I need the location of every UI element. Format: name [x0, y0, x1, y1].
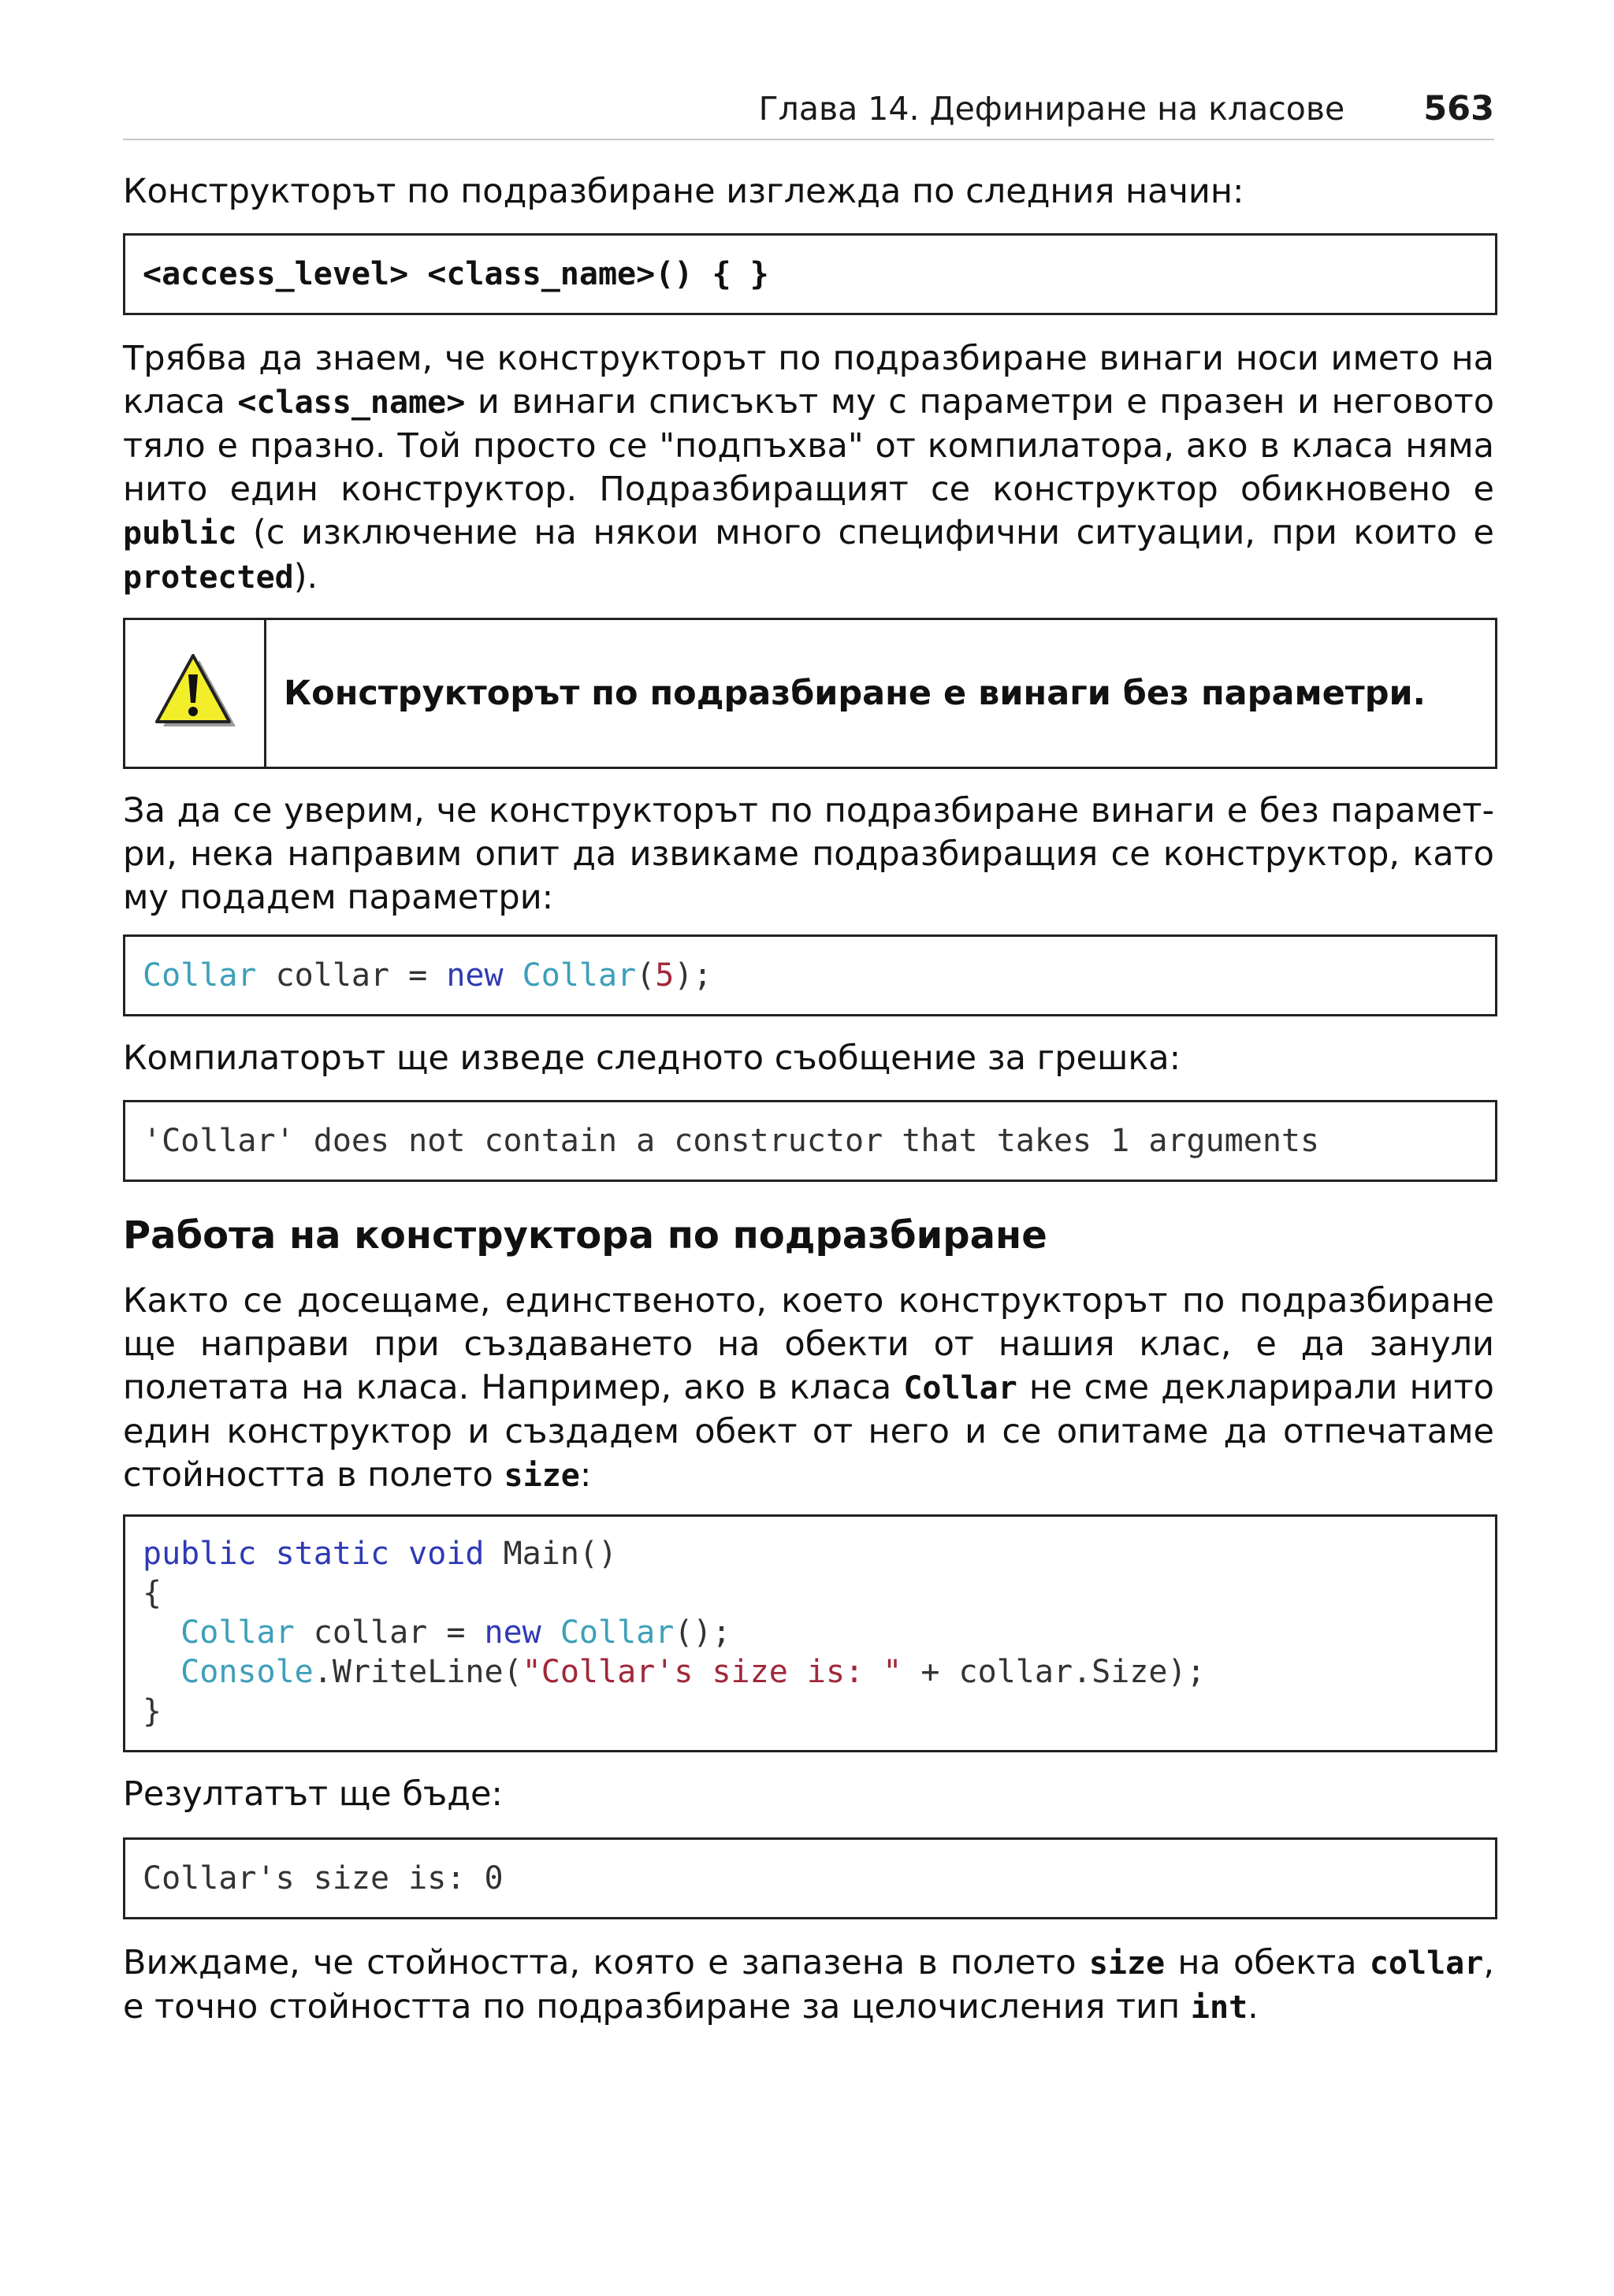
verify-paragraph: За да се уверим, че конструкторът по подразбиране винаги е без парамет-ри, нека направим опит да извикаме подразбиращия се конструктор, като му подадем параметри:: [123, 791, 1494, 917]
code-token: }: [143, 1693, 162, 1729]
program-output: Collar's size is: 0: [143, 1860, 504, 1897]
conclusion-paragraph: [123, 1941, 1494, 2030]
text-run: Трябва да знаем, че конструкторът по подразбиране винаги носи името на класа: [123, 339, 1494, 422]
section-heading: Работа на конструктора по подразбиране: [123, 1213, 1047, 1258]
code-line: [143, 1534, 1478, 1573]
default-work-paragraph: [123, 1280, 1494, 1498]
text-run: :: [579, 1455, 592, 1495]
code-token: collar =: [294, 1614, 485, 1651]
code-token: Console: [180, 1654, 314, 1690]
inline-code: size: [504, 1458, 580, 1494]
inline-code: collar: [1369, 1945, 1484, 1982]
code-block-syntax: [123, 233, 1497, 315]
code-line: [143, 1573, 1478, 1613]
code-token: .WriteLine(: [313, 1654, 523, 1690]
warning-triangle-icon: [151, 652, 239, 734]
code-token: (: [636, 957, 656, 994]
page-header: [123, 79, 1494, 140]
error-message: 'Collar' does not contain a constructor that takes 1 arguments: [143, 1123, 1320, 1159]
warning-text: Конструкторът по подразбиране е винаги без параметри.: [284, 674, 1426, 713]
inline-code: public: [123, 515, 237, 552]
code-token: new: [446, 957, 504, 994]
code-token: ();: [674, 1614, 731, 1651]
default-constructor-paragraph: [123, 337, 1494, 600]
result-paragraph: Резултатът ще бъде:: [123, 1774, 503, 1814]
code-token: Main(): [484, 1536, 618, 1572]
inline-code: size: [1088, 1945, 1166, 1982]
inline-code: <class_name>: [237, 385, 466, 421]
code-token: );: [674, 957, 712, 994]
code-token: collar =: [256, 957, 447, 994]
code-block-error: [123, 1100, 1497, 1182]
code-token: Collar: [180, 1614, 295, 1651]
text-run: на обекта: [1165, 1943, 1370, 1982]
text-run: ).: [293, 557, 318, 596]
code-token: public static void: [143, 1536, 485, 1572]
inline-code: protected: [123, 559, 294, 596]
warning-box: [123, 618, 1497, 769]
inline-code: Collar: [903, 1370, 1017, 1406]
code-token: {: [143, 1575, 162, 1611]
code-token: Collar: [560, 1614, 675, 1651]
text-run: , е точно стойността по подразбиране за целочисления тип: [123, 1943, 1494, 2027]
code-syntax-line: <access_level> <class_name>() { }: [143, 256, 769, 292]
code-block-main: [123, 1514, 1497, 1752]
intro-paragraph: Конструкторът по подразбиране изглежда по следния начин:: [123, 172, 1244, 211]
text-run: и винаги списъкът му с параметри е празен и неговото тяло е празно. Той просто се "подпъхва" от компилатора, ако в класа няма нито един конструктор. Подразбиращият се конструктор обикновено е: [123, 382, 1494, 509]
code-line: [143, 1692, 1478, 1731]
code-line: [143, 1613, 1478, 1652]
chapter-title: Глава 14. Дефиниране на класове: [758, 90, 1345, 128]
code-token: "Collar's size is: ": [522, 1654, 902, 1690]
code-token: + collar.Size);: [902, 1654, 1206, 1690]
code-block-output: [123, 1837, 1497, 1919]
text-run: (с изключение на някои много специфични ситуации, при които е: [236, 513, 1494, 552]
page-number: 563: [1423, 89, 1494, 128]
code-token: 5: [655, 957, 675, 994]
code-token: Collar: [522, 957, 637, 994]
text-run: не сме декларирали нито един конструктор и създадем обект от него и се опитаме да отпечатаме стойността в полето: [123, 1368, 1494, 1495]
text-run: Виждаме, че стойността, която е запазена в полето: [123, 1943, 1089, 1982]
text-run: .: [1248, 1987, 1259, 2027]
code-block-call: [123, 934, 1497, 1016]
inline-code: int: [1190, 1989, 1248, 2026]
compiler-paragraph: Компилаторът ще изведе следното съобщение за грешка:: [123, 1038, 1181, 1078]
warning-icon-cell: [125, 620, 266, 767]
code-line: [143, 1652, 1478, 1692]
code-token: new: [484, 1614, 541, 1651]
code-token: Collar: [143, 957, 257, 994]
text-run: Както се досещаме, единственото, което конструкторът по подразбиране ще направи при създаването на обекти от нашия клас, е да занули полетата на класа. Например, ако в класа: [123, 1281, 1494, 1407]
code-token: [504, 956, 523, 995]
